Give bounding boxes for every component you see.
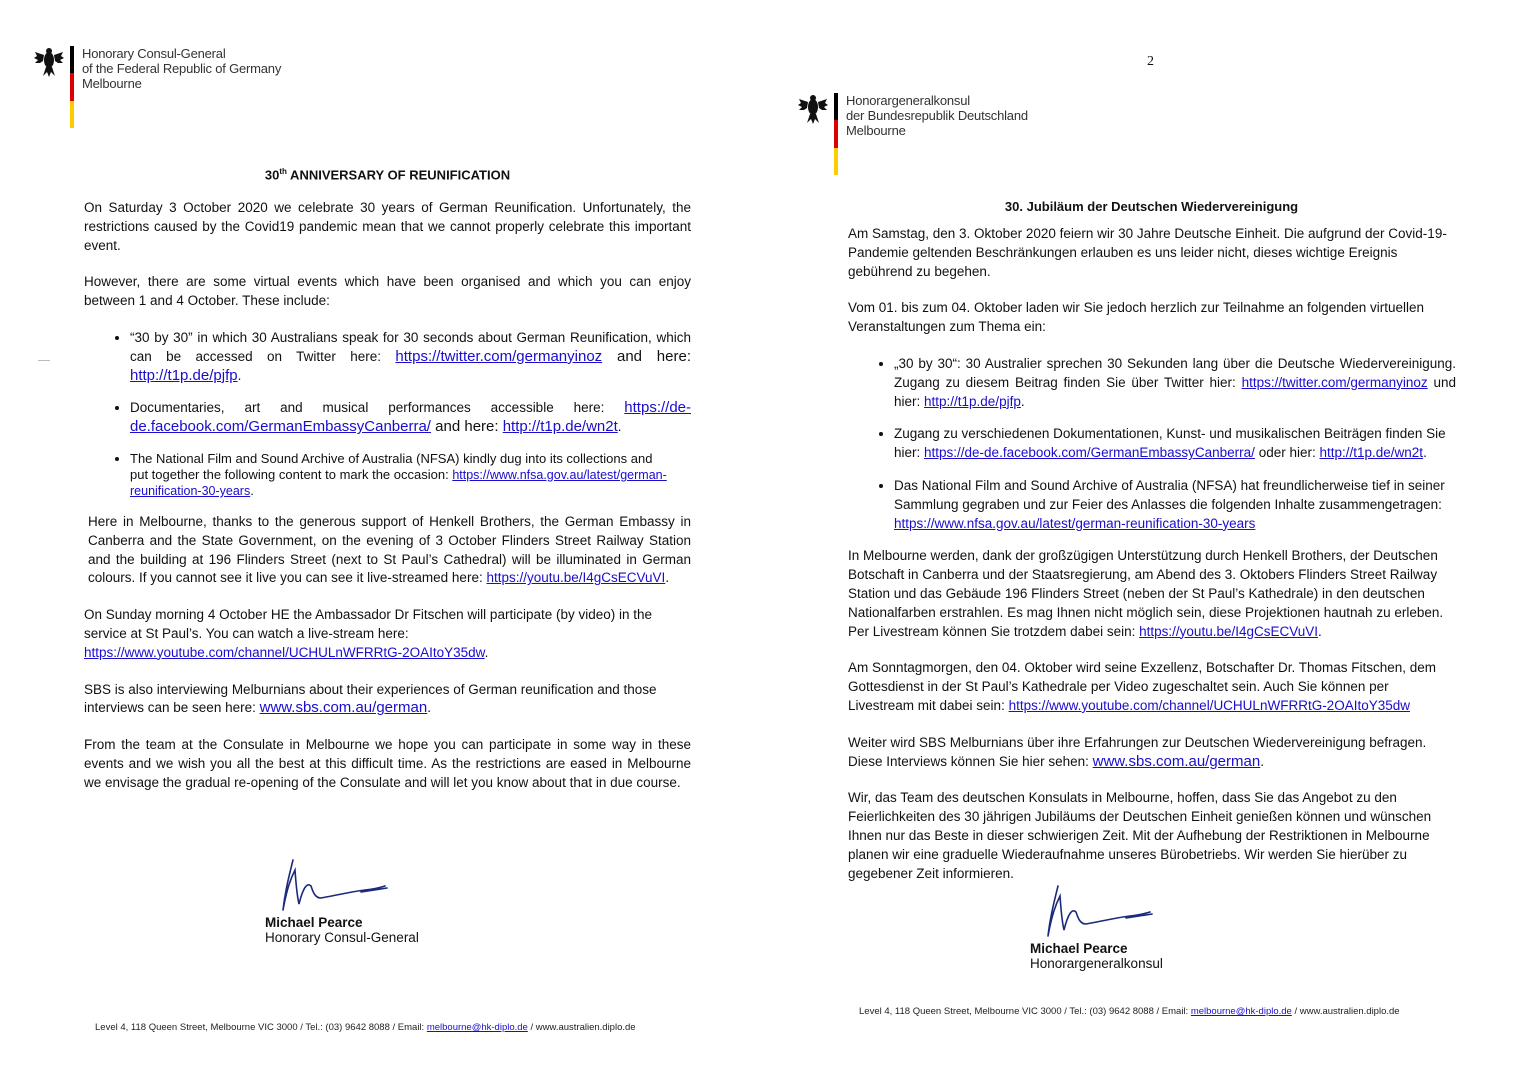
- footer: Level 4, 118 Queen Street, Melbourne VIC 3000 / Tel.: (03) 9642 8088 / Email: melbourne@hk-diplo.de / www.australien.diplo.de: [95, 1022, 636, 1033]
- twitter-link[interactable]: https://twitter.com/germanyinoz: [1241, 374, 1428, 390]
- paragraph-events: However, there are some virtual events which have been organised and which you can enjoy between 1 and 4 October. These include:: [84, 274, 691, 309]
- signatory-name: Michael Pearce: [265, 915, 363, 930]
- letterhead-text: [82, 46, 281, 91]
- letterhead-text: [846, 93, 1028, 138]
- letterhead-line-2: der Bundesrepublik Deutschland: [846, 108, 1028, 123]
- handwritten-signature: [265, 858, 395, 916]
- federal-eagle-icon: [798, 93, 828, 125]
- margin-mark: [38, 360, 50, 361]
- paragraph-closing: Wir, das Team des deutschen Konsulats in Melbourne, hoffen, dass Sie das Angebot zu den Feierlichkeiten des 30 jährigen Jubiläums der Deutschen Einheit genießen können und wünschen Ihnen nur das Beste in dieser schwierigen Zeit. Mit der Aufhebung der Restriktionen in Melbourne planen wir eine graduelle Wiederaufnahme unseres Bürobetriebs. Wir werden Sie hierüber zu gegebener Zeit informieren.: [848, 790, 1432, 881]
- page-title: 30th ANNIVERSARY OF REUNIFICATION: [264, 167, 511, 183]
- youtube-livestream-link[interactable]: https://youtu.be/I4gCsECVuVI: [486, 570, 666, 586]
- signatory-name: Michael Pearce: [1030, 941, 1128, 956]
- footer-email-link[interactable]: melbourne@hk-diplo.de: [426, 1022, 528, 1033]
- letter-body: [848, 225, 1456, 901]
- letterhead: [34, 46, 281, 128]
- letter-page-german: [764, 0, 1528, 1080]
- list-item: • Documentaries, art and musical performances accessible here: https://de-de.facebook.com/GermanEmbassyCanberra/ and here: http://t1p.de/wn2t.: [130, 399, 691, 437]
- list-item: • The National Film and Sound Archive of Australia (NFSA) kindly dug into its collections and put together the following content to mark the occasion: https://www.nfsa.gov.au/latest/german-reunification-30-years.: [130, 451, 673, 499]
- sbs-link[interactable]: www.sbs.com.au/german: [1092, 752, 1261, 770]
- paragraph-service: Am Sonntagmorgen, den 04. Oktober wird seine Exzellenz, Botschafter Dr. Thomas Fitschen, dem Gottesdienst in der St Paul’s Kathedrale per Video zugeschaltet sein. Auch Sie können per Livestream mit dabei sein: https://www.youtube.com/channel/UCHULnWFRRtG-2OAItoY35dw: [848, 660, 1437, 713]
- paragraph-sbs: SBS is also interviewing Melburnians about their experiences of German reunification and those interviews can be seen here: www.sbs.com.au/german.: [84, 681, 657, 717]
- list-item: • „30 by 30“: 30 Australier sprechen 30 Sekunden lang über die Deutsche Wiedervereinigung. Zugang zu diesem Beitrag finden Sie über Twitter hier: https://twitter.com/germanyinoz und hier: http://t1p.de/pjfp.: [894, 355, 1456, 411]
- facebook-link[interactable]: https://de-de.facebook.com/GermanEmbassyCanberra/: [924, 445, 1255, 461]
- sbs-link[interactable]: www.sbs.com.au/german: [259, 699, 428, 717]
- paragraph-service: On Sunday morning 4 October HE the Ambassador Dr Fitschen will participate (by video) in the service at St Paul’s. You can watch a live-stream here: https://www.youtube.com/channel/UCHULnWFRRtG-2OAItoY35dw.: [84, 607, 653, 660]
- list-item: • Zugang zu verschiedenen Dokumentationen, Kunst- und musikalischen Beiträgen finden Sie hier: https://de-de.facebook.com/GermanEmbassyCanberra/ oder hier: http://t1p.de/wn2t.: [894, 425, 1456, 463]
- facebook-link[interactable]: https://de-de.facebook.com/GermanEmbassyCanberra/: [130, 399, 691, 436]
- list-item: • “30 by 30” in which 30 Australians speak for 30 seconds about German Reunification, which can be accessed on Twitter here: https://twitter.com/germanyinoz and here: http://t1p.de/pjfp.: [130, 329, 691, 385]
- event-list: [848, 355, 1456, 533]
- footer-email-link[interactable]: melbourne@hk-diplo.de: [1190, 1006, 1292, 1017]
- youtube-channel-link[interactable]: https://www.youtube.com/channel/UCHULnWFRRtG-2OAItoY35dw: [84, 644, 485, 660]
- paragraph-illumination: In Melbourne werden, dank der großzügigen Unterstützung durch Henkell Brothers, der Deutschen Botschaft in Canberra und der Staatsregierung, am Abend des 3. Oktobers Flinders Street Railway Station und das Gebäude 196 Flinders Street (neben der St Paul’s Kathedrale) in den deutschen Nationalfarben erstrahlen. Es mag Ihnen nicht möglich sein, diese Projektionen hautnah zu erleben. Per Livestream können Sie trotzdem dabei sein: https://youtu.be/I4gCsECVuVI.: [848, 548, 1444, 639]
- youtube-livestream-link[interactable]: https://youtu.be/I4gCsECVuVI: [1139, 623, 1319, 639]
- event-list: [84, 329, 691, 499]
- paragraph-sbs: Weiter wird SBS Melburnians über ihre Erfahrungen zur Deutschen Wiedervereinigung befragen. Diese Interviews können Sie hier sehen: www.sbs.com.au/german.: [848, 734, 1427, 770]
- signature-block: [265, 858, 419, 945]
- t1p-wn2t-link[interactable]: http://t1p.de/wn2t: [1319, 445, 1424, 461]
- paragraph-closing: From the team at the Consulate in Melbourne we hope you can participate in some way in these events and we wish you all the best at this difficult time. As the restrictions are eased in Melbourne we envisage the gradual re-opening of the Consulate and will let you know about that in due course.: [84, 737, 691, 790]
- letterhead: [798, 93, 1028, 175]
- letterhead-line-2: of the Federal Republic of Germany: [82, 61, 282, 76]
- t1p-pjfp-link[interactable]: http://t1p.de/pjfp: [924, 393, 1021, 409]
- letterhead-line-1: Honorary Consul-General: [82, 46, 226, 61]
- letter-body: [84, 199, 691, 811]
- signatory-role: Honorargeneralkonsul: [1030, 956, 1163, 971]
- page-title: 30. Jubiläum der Deutschen Wiedervereinigung: [1004, 199, 1299, 214]
- nfsa-link[interactable]: https://www.nfsa.gov.au/latest/german-reunification-30-years: [894, 515, 1256, 531]
- page-number: 2: [1147, 54, 1154, 69]
- flag-bar: [70, 46, 74, 128]
- signatory-role: Honorary Consul-General: [265, 930, 419, 945]
- paragraph-intro: Am Samstag, den 3. Oktober 2020 feiern wir 30 Jahre Deutsche Einheit. Die aufgrund der Covid-19-Pandemie geltenden Beschränkungen erlauben es uns leider nicht, dieses wichtige Ereignis gebührend zu begehen.: [848, 226, 1447, 279]
- t1p-pjfp-link[interactable]: http://t1p.de/pjfp: [130, 366, 238, 384]
- list-item: • Das National Film and Sound Archive of Australia (NFSA) hat freundlicherweise tief in seiner Sammlung gegraben und zur Feier des Anlasses die folgenden Inhalte zusammengetragen: https://www.nfsa.gov.au/latest/german-reunification-30-years: [894, 477, 1456, 533]
- letterhead-line-3: Melbourne: [82, 76, 142, 91]
- youtube-channel-link[interactable]: https://www.youtube.com/channel/UCHULnWFRRtG-2OAItoY35dw: [1008, 697, 1410, 713]
- paragraph-events: Vom 01. bis zum 04. Oktober laden wir Sie jedoch herzlich zur Teilnahme an folgenden virtuellen Veranstaltungen zum Thema ein:: [848, 300, 1425, 335]
- paragraph-illumination: Here in Melbourne, thanks to the generous support of Henkell Brothers, the German Embassy in Canberra and the State Government, on the evening of 3 October Flinders Street Railway Station and the building at 196 Flinders Street (next to St Paul’s Cathedral) will be illuminated in German colours. If you cannot see it live you can see it live-streamed here: https://youtu.be/I4gCsECVuVI.: [88, 513, 691, 586]
- letterhead-line-3: Melbourne: [846, 123, 906, 138]
- signature-block: [1030, 884, 1163, 971]
- letterhead-line-1: Honorargeneralkonsul: [846, 93, 970, 108]
- handwritten-signature: [1030, 884, 1160, 942]
- federal-eagle-icon: [34, 46, 64, 78]
- flag-bar: [834, 93, 838, 175]
- paragraph-intro: On Saturday 3 October 2020 we celebrate 30 years of German Reunification. Unfortunately, the restrictions caused by the Covid19 pandemic mean that we cannot properly celebrate this important event.: [84, 200, 691, 253]
- footer: Level 4, 118 Queen Street, Melbourne VIC 3000 / Tel.: (03) 9642 8088 / Email: melbourne@hk-diplo.de / www.australien.diplo.de: [859, 1006, 1400, 1017]
- t1p-wn2t-link[interactable]: http://t1p.de/wn2t: [502, 418, 618, 436]
- nfsa-link[interactable]: https://www.nfsa.gov.au/latest/german-reunification-30-years: [130, 467, 667, 498]
- twitter-link[interactable]: https://twitter.com/germanyinoz: [395, 347, 603, 365]
